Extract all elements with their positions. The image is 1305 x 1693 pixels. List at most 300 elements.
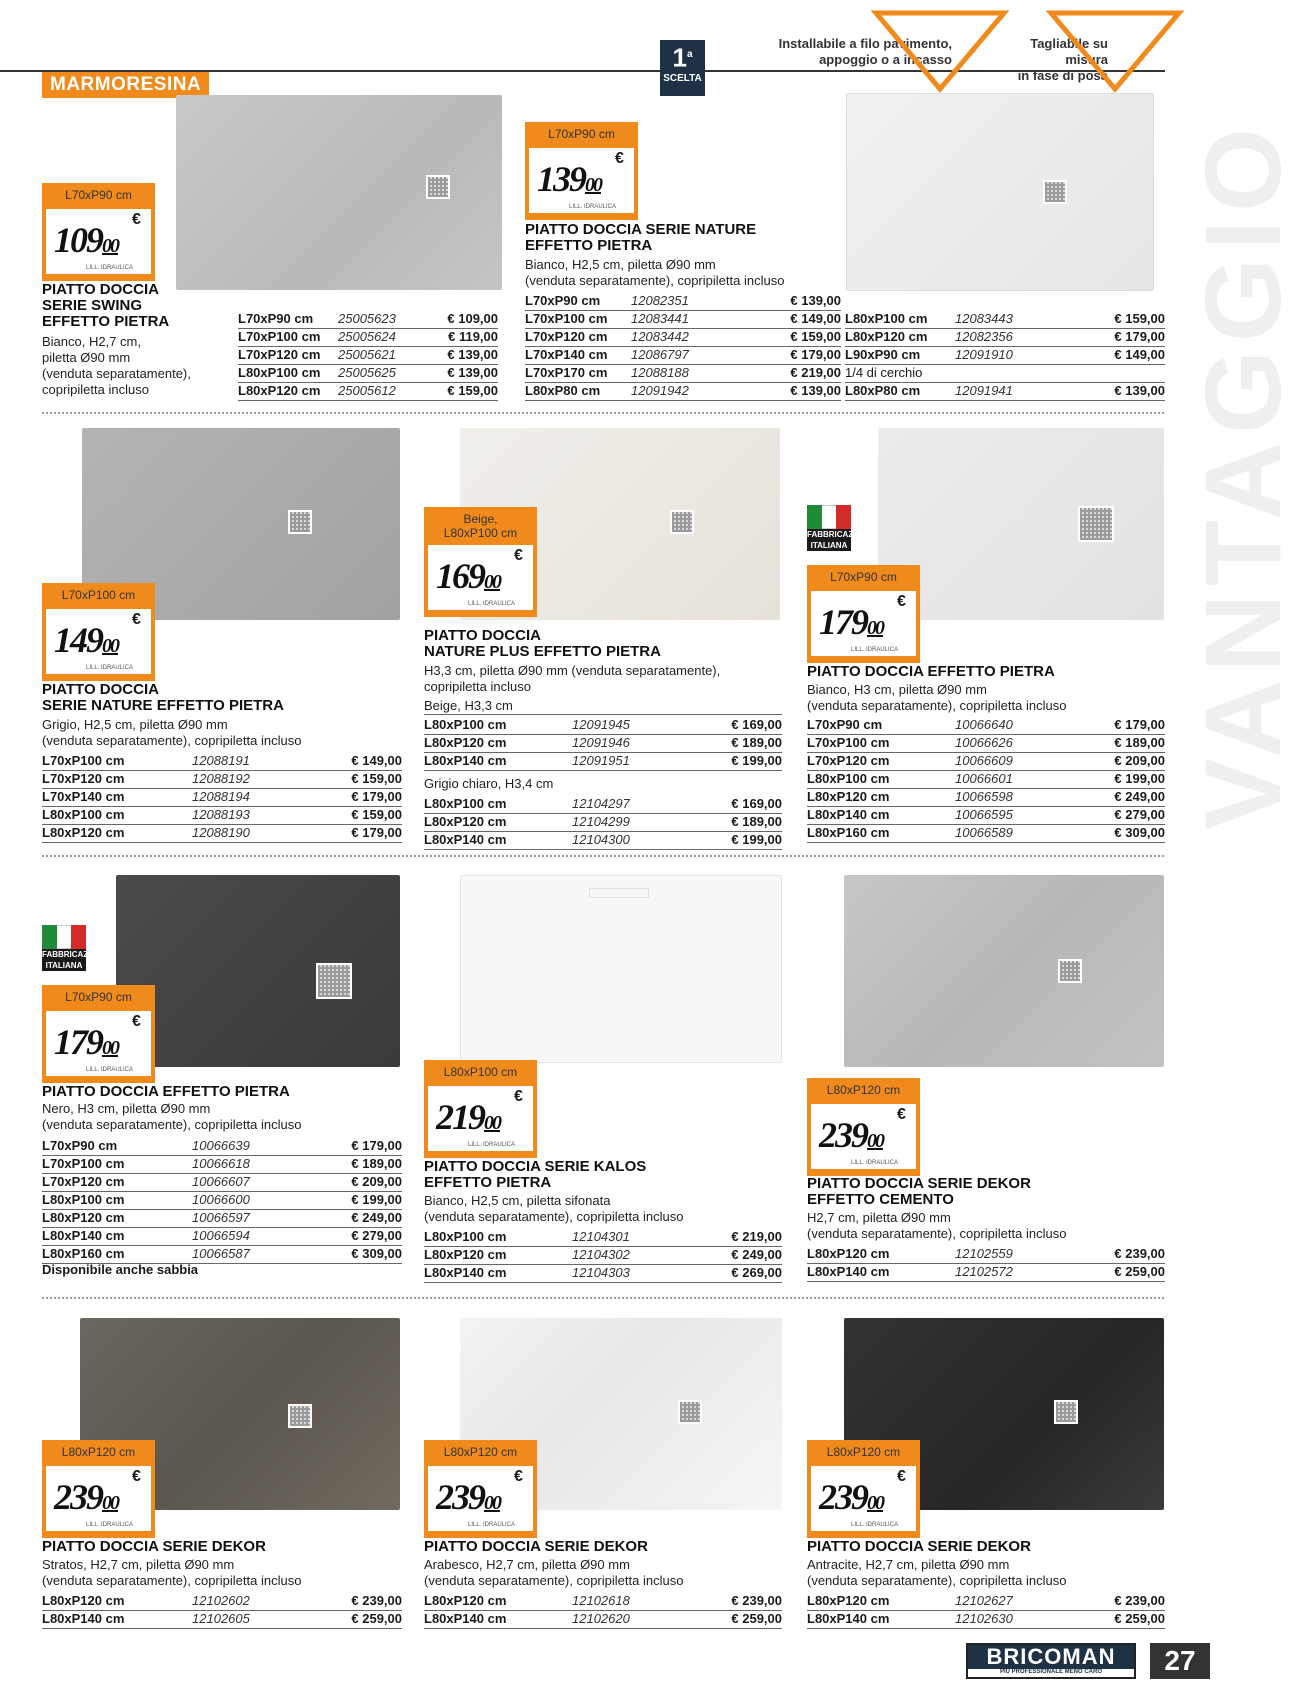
price-cell: € 159,00 — [781, 328, 841, 346]
code-cell: 25005623 — [338, 310, 438, 328]
prima-scelta-badge: 1$^a$ SCELTA — [660, 40, 705, 96]
size-cell: L80xP100 cm — [42, 1191, 192, 1209]
size-cell: L80xP100 cm — [238, 364, 338, 382]
product-description: Grigio, H2,5 cm, piletta Ø90 mm (venduta separatamente), copripiletta incluso — [42, 717, 302, 748]
price-cell: € 309,00 — [1105, 824, 1165, 842]
size-cell: L80xP140 cm — [807, 1263, 955, 1281]
code-cell: 10066595 — [955, 806, 1105, 824]
product-description: Bianco, H2,5 cm, piletta Ø90 mm (venduta separatamente), copripiletta incluso — [525, 257, 785, 288]
product-title: PIATTO DOCCIA SERIE NATURE EFFETTO PIETRA — [42, 681, 284, 714]
product-image — [460, 875, 782, 1063]
price-size: L70xP90 cm — [830, 570, 897, 584]
size-cell: L80xP80 cm — [525, 382, 631, 400]
price-tag — [807, 565, 920, 663]
table-row — [424, 1592, 782, 1610]
table-row — [807, 1263, 1165, 1281]
product-title: PIATTO DOCCIA SERIE DEKOR — [807, 1538, 1031, 1555]
size-cell: L70xP90 cm — [42, 1137, 192, 1155]
price-cell: € 179,00 — [1105, 328, 1165, 346]
price-cell: € 149,00 — [781, 310, 841, 328]
table-row — [525, 328, 841, 346]
price-box — [810, 1465, 917, 1532]
price-tag — [42, 1440, 155, 1538]
price-cell — [1105, 364, 1165, 382]
price-box — [810, 1103, 917, 1170]
price-cell: € 119,00 — [438, 328, 498, 346]
euro-symbol: € — [132, 1013, 141, 1030]
code-cell: 10066607 — [192, 1173, 342, 1191]
size-cell: L80xP80 cm — [845, 382, 955, 400]
code-cell: 10066597 — [192, 1209, 342, 1227]
product-description: Arabesco, H2,7 cm, piletta Ø90 mm (venduta separatamente), copripiletta incluso — [424, 1557, 684, 1588]
size-cell: L80xP140 cm — [424, 1610, 572, 1628]
price-tag — [424, 1440, 537, 1538]
price-box — [45, 1465, 152, 1532]
price-value: 17900 — [819, 602, 883, 642]
size-cell: L70xP90 cm — [525, 292, 631, 310]
product-description: H3,3 cm, piletta Ø90 mm (venduta separatamente), copripiletta incluso — [424, 663, 721, 694]
price-cell: € 209,00 — [342, 1173, 402, 1191]
product-description: Bianco, H2,5 cm, piletta sifonata (venduta separatamente), copripiletta incluso — [424, 1193, 684, 1224]
product-image — [846, 93, 1154, 291]
price-value: 21900 — [436, 1097, 500, 1137]
product-title: PIATTO DOCCIA SERIE DEKOR EFFETTO CEMENTO — [807, 1175, 1031, 1208]
code-cell: 10066601 — [955, 770, 1105, 788]
size-cell: L80xP100 cm — [424, 1228, 572, 1246]
product-title: PIATTO DOCCIA SERIE NATURE EFFETTO PIETRA — [525, 221, 757, 254]
table-row — [42, 1137, 402, 1155]
code-cell — [955, 364, 1105, 382]
code-cell: 10066639 — [192, 1137, 342, 1155]
euro-symbol: € — [615, 150, 624, 167]
code-cell: 10066587 — [192, 1245, 342, 1263]
code-cell: 12104297 — [572, 795, 722, 813]
code-cell: 12088191 — [192, 752, 342, 770]
product-image — [176, 95, 502, 290]
size-cell: L70xP120 cm — [807, 752, 955, 770]
price-cell: € 159,00 — [342, 806, 402, 824]
spec-table — [525, 292, 841, 401]
price-cell: € 279,00 — [1105, 806, 1165, 824]
size-cell: L70xP120 cm — [42, 770, 192, 788]
size-cell: L80xP120 cm — [42, 1592, 192, 1610]
code-cell: 12088194 — [192, 788, 342, 806]
code-cell: 25005612 — [338, 382, 438, 400]
price-value: 13900 — [537, 159, 601, 199]
euro-symbol: € — [897, 1468, 906, 1485]
spec-table — [424, 716, 782, 771]
table-row — [807, 1245, 1165, 1263]
price-cell: € 219,00 — [781, 364, 841, 382]
code-cell: 12104303 — [572, 1264, 722, 1282]
price-value: 14900 — [54, 620, 118, 660]
code-cell: 10066600 — [192, 1191, 342, 1209]
euro-symbol: € — [897, 593, 906, 610]
table-row — [42, 788, 402, 806]
size-cell: L70xP90 cm — [807, 716, 955, 734]
price-value: 16900 — [436, 556, 500, 596]
code-cell: 12086797 — [631, 346, 781, 364]
price-cell: € 219,00 — [722, 1228, 782, 1246]
price-cell: € 159,00 — [438, 382, 498, 400]
code-cell: 12102620 — [572, 1610, 722, 1628]
code-cell: 12082356 — [955, 328, 1105, 346]
size-cell: L80xP140 cm — [42, 1610, 192, 1628]
size-cell: L80xP140 cm — [424, 831, 572, 849]
table-row — [424, 734, 782, 752]
size-cell: L80xP160 cm — [42, 1245, 192, 1263]
product-title: PIATTO DOCCIA EFFETTO PIETRA — [807, 663, 1055, 680]
price-value: 10900 — [54, 220, 118, 260]
price-box — [427, 1465, 534, 1532]
table-row — [845, 382, 1165, 400]
table-row — [424, 1610, 782, 1628]
code-cell: 12102605 — [192, 1610, 342, 1628]
product-title: PIATTO DOCCIA SERIE DEKOR — [42, 1538, 266, 1555]
spec-table — [238, 310, 498, 401]
price-size: Beige, L80xP100 cm — [443, 512, 518, 540]
price-cell: € 259,00 — [1105, 1610, 1165, 1628]
code-cell: 10066618 — [192, 1155, 342, 1173]
price-cell: € 239,00 — [1105, 1592, 1165, 1610]
price-box — [528, 147, 635, 214]
table-row — [525, 382, 841, 400]
price-fineprint: LILL. IDRAULICA — [851, 647, 899, 653]
table-row — [845, 328, 1165, 346]
table-row — [525, 364, 841, 382]
table-row — [42, 1227, 402, 1245]
price-tag — [424, 507, 537, 617]
size-cell: L80xP100 cm — [42, 806, 192, 824]
triangle-icon — [873, 10, 1007, 92]
code-cell: 25005621 — [338, 346, 438, 364]
size-cell: L80xP140 cm — [807, 1610, 955, 1628]
price-cell: € 179,00 — [1105, 716, 1165, 734]
price-cell: € 259,00 — [722, 1610, 782, 1628]
code-cell: 12091942 — [631, 382, 781, 400]
price-tag — [807, 1078, 920, 1176]
price-fineprint: LILL. IDRAULICA — [468, 601, 516, 607]
product-image — [116, 875, 400, 1067]
product-title: PIATTO DOCCIA EFFETTO PIETRA — [42, 1083, 290, 1100]
spec-table — [807, 716, 1165, 843]
code-cell: 12088192 — [192, 770, 342, 788]
price-size: L80xP100 cm — [443, 1065, 518, 1079]
price-tag — [424, 1060, 537, 1158]
size-cell: L70xP100 cm — [807, 734, 955, 752]
variant-label: Grigio chiaro, H3,4 cm — [424, 776, 554, 791]
price-value: 23900 — [819, 1477, 883, 1517]
euro-symbol: € — [897, 1106, 906, 1123]
fabbricazione-italiana-flag: FABBRICAZIONE ITALIANA — [807, 505, 851, 551]
code-cell: 10066640 — [955, 716, 1105, 734]
size-cell: L70xP90 cm — [238, 310, 338, 328]
code-cell: 12088190 — [192, 824, 342, 842]
code-cell: 10066589 — [955, 824, 1105, 842]
size-cell: L70xP120 cm — [238, 346, 338, 364]
table-row — [807, 806, 1165, 824]
product-title: PIATTO DOCCIA SERIE KALOS EFFETTO PIETRA — [424, 1158, 647, 1191]
code-cell: 12102559 — [955, 1245, 1105, 1263]
price-cell: € 189,00 — [722, 734, 782, 752]
table-row — [807, 770, 1165, 788]
price-fineprint: LILL. IDRAULICA — [86, 1522, 134, 1528]
table-row — [42, 1155, 402, 1173]
price-cell: € 199,00 — [722, 752, 782, 770]
table-row — [807, 788, 1165, 806]
code-cell: 12082351 — [631, 292, 781, 310]
euro-symbol: € — [514, 547, 523, 564]
table-row — [424, 1264, 782, 1282]
price-size: L80xP120 cm — [826, 1083, 901, 1097]
price-box — [427, 1085, 534, 1152]
spec-table — [42, 1592, 402, 1629]
code-cell: 25005624 — [338, 328, 438, 346]
price-cell: € 249,00 — [342, 1209, 402, 1227]
price-cell: € 179,00 — [342, 788, 402, 806]
price-size: L70xP100 cm — [61, 588, 136, 602]
price-cell: € 209,00 — [1105, 752, 1165, 770]
code-cell: 12102630 — [955, 1610, 1105, 1628]
price-cell: € 239,00 — [722, 1592, 782, 1610]
price-size: L70xP90 cm — [548, 127, 615, 141]
size-cell: L70xP120 cm — [42, 1173, 192, 1191]
size-cell: L70xP100 cm — [42, 1155, 192, 1173]
feature-installazione: Installabile a filo pavimento, appoggio o a incasso — [778, 36, 952, 67]
code-cell: 12104300 — [572, 831, 722, 849]
table-row — [525, 310, 841, 328]
code-cell: 12102627 — [955, 1592, 1105, 1610]
table-row — [238, 364, 498, 382]
code-cell: 12083443 — [955, 310, 1105, 328]
size-cell: L80xP140 cm — [424, 1264, 572, 1282]
euro-symbol: € — [514, 1468, 523, 1485]
table-row — [424, 752, 782, 770]
price-box — [810, 590, 917, 657]
table-row — [424, 1246, 782, 1264]
table-row — [807, 716, 1165, 734]
spec-table — [424, 1592, 782, 1629]
code-cell: 12091941 — [955, 382, 1105, 400]
code-cell: 12088188 — [631, 364, 781, 382]
price-fineprint: LILL. IDRAULICA — [86, 665, 134, 671]
size-cell: L80xP140 cm — [42, 1227, 192, 1245]
table-row — [42, 1592, 402, 1610]
table-row — [42, 1173, 402, 1191]
code-cell: 10066598 — [955, 788, 1105, 806]
price-box — [45, 1010, 152, 1077]
code-cell: 12102618 — [572, 1592, 722, 1610]
price-cell: € 159,00 — [1105, 310, 1165, 328]
price-fineprint: LILL. IDRAULICA — [468, 1142, 516, 1148]
product-image — [878, 428, 1164, 620]
price-cell: € 109,00 — [438, 310, 498, 328]
spec-table — [42, 752, 402, 843]
euro-symbol: € — [132, 611, 141, 628]
price-cell: € 149,00 — [342, 752, 402, 770]
price-box — [45, 608, 152, 675]
table-row — [424, 716, 782, 734]
price-cell: € 279,00 — [342, 1227, 402, 1245]
product-description: H2,7 cm, piletta Ø90 mm (venduta separatamente), copripiletta incluso — [807, 1210, 1067, 1241]
price-cell: € 169,00 — [722, 716, 782, 734]
size-cell: L70xP140 cm — [525, 346, 631, 364]
price-cell: € 189,00 — [342, 1155, 402, 1173]
size-cell: L70xP100 cm — [42, 752, 192, 770]
table-row — [42, 1245, 402, 1263]
price-fineprint: LILL. IDRAULICA — [851, 1522, 899, 1528]
price-size: L70xP90 cm — [65, 188, 132, 202]
price-size: L80xP120 cm — [61, 1445, 136, 1459]
spec-table — [424, 795, 782, 850]
divider — [42, 855, 1164, 857]
price-cell: € 199,00 — [722, 831, 782, 849]
price-value: 23900 — [54, 1477, 118, 1517]
price-value: 23900 — [819, 1115, 883, 1155]
price-cell: € 199,00 — [342, 1191, 402, 1209]
table-row — [238, 346, 498, 364]
size-cell: L80xP120 cm — [807, 1592, 955, 1610]
euro-symbol: € — [132, 1468, 141, 1485]
price-cell: € 139,00 — [1105, 382, 1165, 400]
size-cell: L80xP120 cm — [424, 734, 572, 752]
table-row — [42, 1610, 402, 1628]
size-cell: 1/4 di cerchio — [845, 364, 955, 382]
table-row — [807, 824, 1165, 842]
price-fineprint: LILL. IDRAULICA — [86, 1067, 134, 1073]
size-cell: L80xP100 cm — [845, 310, 955, 328]
price-value: 23900 — [436, 1477, 500, 1517]
product-description: Bianco, H2,7 cm, piletta Ø90 mm (venduta separatamente), copripiletta incluso — [42, 334, 191, 397]
price-fineprint: LILL. IDRAULICA — [468, 1522, 516, 1528]
spec-table — [807, 1245, 1165, 1282]
product-description: Antracite, H2,7 cm, piletta Ø90 mm (venduta separatamente), copripiletta incluso — [807, 1557, 1067, 1588]
spec-table — [807, 1592, 1165, 1629]
size-cell: L80xP160 cm — [807, 824, 955, 842]
code-cell: 12091946 — [572, 734, 722, 752]
price-cell: € 269,00 — [722, 1264, 782, 1282]
price-cell: € 139,00 — [438, 364, 498, 382]
table-row — [238, 328, 498, 346]
price-cell: € 309,00 — [342, 1245, 402, 1263]
euro-symbol: € — [514, 1088, 523, 1105]
spec-table — [424, 1228, 782, 1283]
table-row — [845, 310, 1165, 328]
price-fineprint: LILL. IDRAULICA — [851, 1160, 899, 1166]
price-value: 17900 — [54, 1022, 118, 1062]
product-title: PIATTO DOCCIA SERIE SWING EFFETTO PIETRA — [42, 281, 170, 330]
price-box — [427, 544, 534, 611]
price-cell: € 169,00 — [722, 795, 782, 813]
fabbricazione-italiana-flag: FABBRICAZIONE ITALIANA — [42, 925, 86, 971]
size-cell: L80xP120 cm — [424, 1592, 572, 1610]
table-row — [525, 292, 841, 310]
spec-table — [42, 1137, 402, 1264]
price-cell: € 199,00 — [1105, 770, 1165, 788]
price-cell: € 139,00 — [438, 346, 498, 364]
price-size: L80xP120 cm — [826, 1445, 901, 1459]
feature-taglio: Tagliabile su misura in fase di posa — [1017, 36, 1108, 83]
size-cell: L70xP120 cm — [525, 328, 631, 346]
price-size: L70xP90 cm — [65, 990, 132, 1004]
code-cell: 12102572 — [955, 1263, 1105, 1281]
price-cell: € 249,00 — [722, 1246, 782, 1264]
code-cell: 12091945 — [572, 716, 722, 734]
price-cell: € 179,00 — [342, 1137, 402, 1155]
price-cell: € 249,00 — [1105, 788, 1165, 806]
divider — [42, 1297, 1164, 1299]
price-cell: € 149,00 — [1105, 346, 1165, 364]
code-cell: 12091951 — [572, 752, 722, 770]
size-cell: L70xP170 cm — [525, 364, 631, 382]
code-cell: 12088193 — [192, 806, 342, 824]
price-cell: € 179,00 — [342, 824, 402, 842]
price-cell: € 259,00 — [342, 1610, 402, 1628]
price-tag — [807, 1440, 920, 1538]
table-row — [845, 364, 1165, 382]
size-cell: L80xP100 cm — [807, 770, 955, 788]
table-row — [424, 795, 782, 813]
price-cell: € 239,00 — [1105, 1245, 1165, 1263]
availability-note: Disponibile anche sabbia — [42, 1262, 199, 1277]
product-description: Stratos, H2,7 cm, piletta Ø90 mm (venduta separatamente), copripiletta incluso — [42, 1557, 302, 1588]
price-cell: € 239,00 — [342, 1592, 402, 1610]
table-row — [42, 824, 402, 842]
code-cell: 12091910 — [955, 346, 1105, 364]
table-row — [424, 813, 782, 831]
price-cell: € 159,00 — [342, 770, 402, 788]
price-cell: € 179,00 — [781, 346, 841, 364]
size-cell: L80xP120 cm — [42, 824, 192, 842]
size-cell: L80xP120 cm — [807, 788, 955, 806]
euro-symbol: € — [132, 211, 141, 228]
price-cell: € 139,00 — [781, 292, 841, 310]
size-cell: L70xP100 cm — [525, 310, 631, 328]
product-image — [844, 875, 1164, 1067]
divider — [42, 412, 1164, 414]
size-cell: L80xP100 cm — [424, 716, 572, 734]
price-fineprint: LILL. IDRAULICA — [569, 204, 617, 210]
page-number: 27 — [1150, 1643, 1210, 1679]
product-title: PIATTO DOCCIA NATURE PLUS EFFETTO PIETRA — [424, 627, 661, 660]
price-tag — [525, 122, 638, 220]
price-box — [45, 208, 152, 275]
code-cell: 10066594 — [192, 1227, 342, 1245]
price-size: L80xP120 cm — [443, 1445, 518, 1459]
size-cell: L80xP140 cm — [807, 806, 955, 824]
table-row — [845, 346, 1165, 364]
price-tag — [42, 985, 155, 1083]
table-row — [42, 770, 402, 788]
size-cell: L70xP140 cm — [42, 788, 192, 806]
table-row — [42, 1191, 402, 1209]
code-cell: 10066626 — [955, 734, 1105, 752]
watermark: VANTAGGIO — [1182, 120, 1303, 830]
spec-table — [845, 310, 1165, 401]
size-cell: L80xP120 cm — [424, 813, 572, 831]
price-tag — [42, 583, 155, 681]
variant-label: Beige, H3,3 cm — [424, 698, 782, 715]
code-cell: 10066609 — [955, 752, 1105, 770]
size-cell: L80xP120 cm — [42, 1209, 192, 1227]
code-cell: 25005625 — [338, 364, 438, 382]
code-cell: 12083441 — [631, 310, 781, 328]
code-cell: 12083442 — [631, 328, 781, 346]
table-row — [424, 1228, 782, 1246]
table-row — [525, 346, 841, 364]
price-cell: € 259,00 — [1105, 1263, 1165, 1281]
price-cell: € 189,00 — [722, 813, 782, 831]
